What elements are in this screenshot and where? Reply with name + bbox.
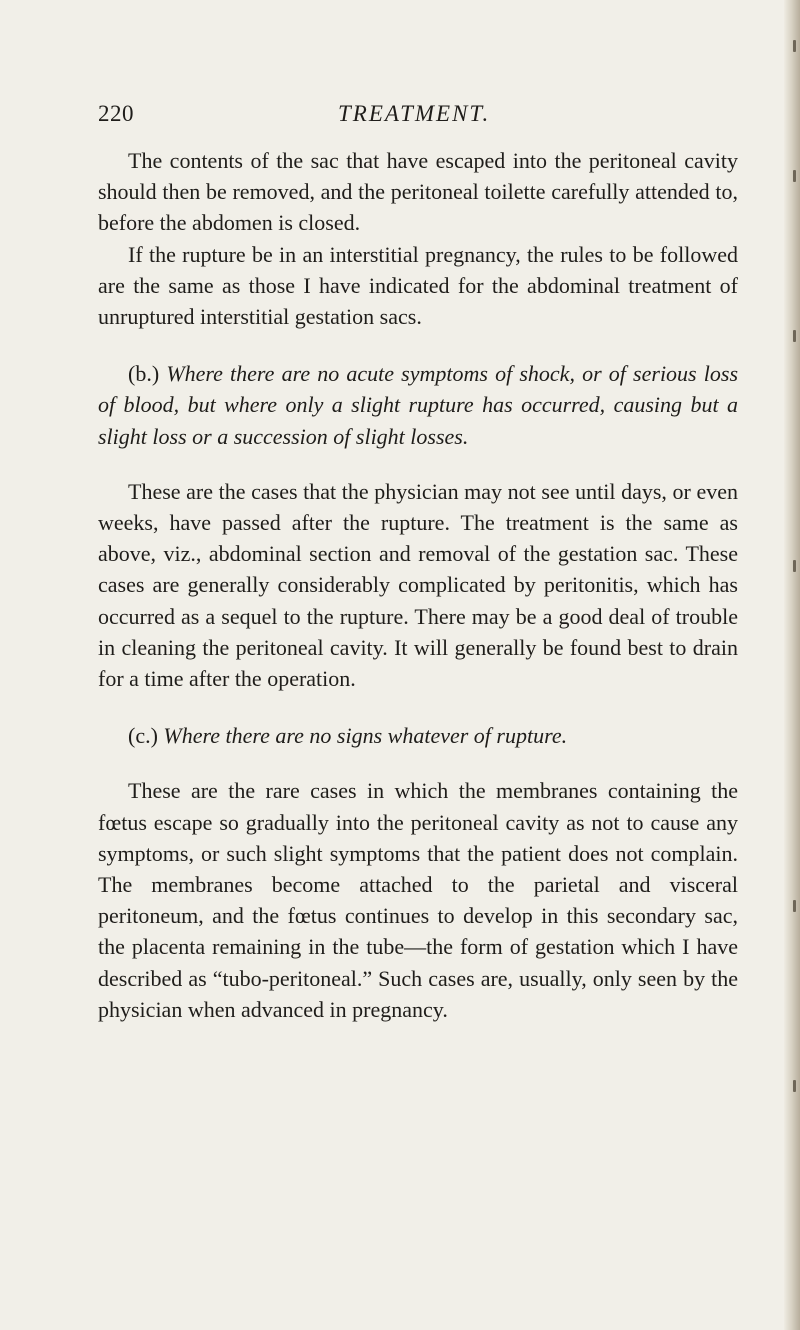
running-head [98,101,740,131]
section-c-label: (c.) [128,723,158,749]
running-title: TREATMENT. [338,101,491,126]
paragraph: The contents of the sac that have escaped into the peritoneal cavity should then be removed, and the peritoneal toilette carefully attended to, before the abdomen is closed. [98,148,738,236]
section-c-heading [98,720,738,751]
section-b-body: These are the cases that the physician may not see until days, or even weeks, have passed after the rupture. The treatment is the same as above, viz., abdominal section and removal of the gestation sac. These cases are generally considerably complicated by peritonitis, which has occurred as a sequel to the rupture. There may be a good deal of trouble in cleaning the peritoneal cavity. It will generally be found best to drain for a time after the operation. [98,478,738,692]
page-edge [784,0,800,1330]
page-number: 220 [98,101,134,126]
page-body [98,145,738,1025]
paragraph: If the rupture be in an interstitial pregnancy, the rules to be followed are the same as those I have indicated for the abdominal treatment of unruptured interstitial gestation sacs. [98,241,738,330]
edge-mark [793,170,796,182]
section-b-heading-text: Where there are no acute symptoms of shock, or of serious loss of blood, but where only a slight rupture has occurred, causing but a slight loss or a succession of slight losses. [98,361,739,449]
edge-mark [793,40,796,52]
edge-mark [793,1080,796,1092]
section-b-label: (b.) [128,361,160,387]
section-c-heading-text: Where there are no signs whatever of rupture. [163,723,568,749]
section-b-heading [98,358,738,452]
edge-mark [793,560,796,572]
section-c-body: These are the rare cases in which the membranes containing the fœtus escape so gradually into the peritoneal cavity as not to cause any symptoms, or such slight symptoms that the patient does not complain. The membranes become attached to the parietal and visceral peritoneum, and the fœtus continues to develop in this secondary sac, the placenta remaining in the tube—the form of gestation which I have described as “tubo-peritoneal.” Such cases are, usually, only seen by the physician when advanced in pregnancy. [98,778,738,1022]
edge-mark [793,900,796,912]
edge-mark [793,330,796,342]
